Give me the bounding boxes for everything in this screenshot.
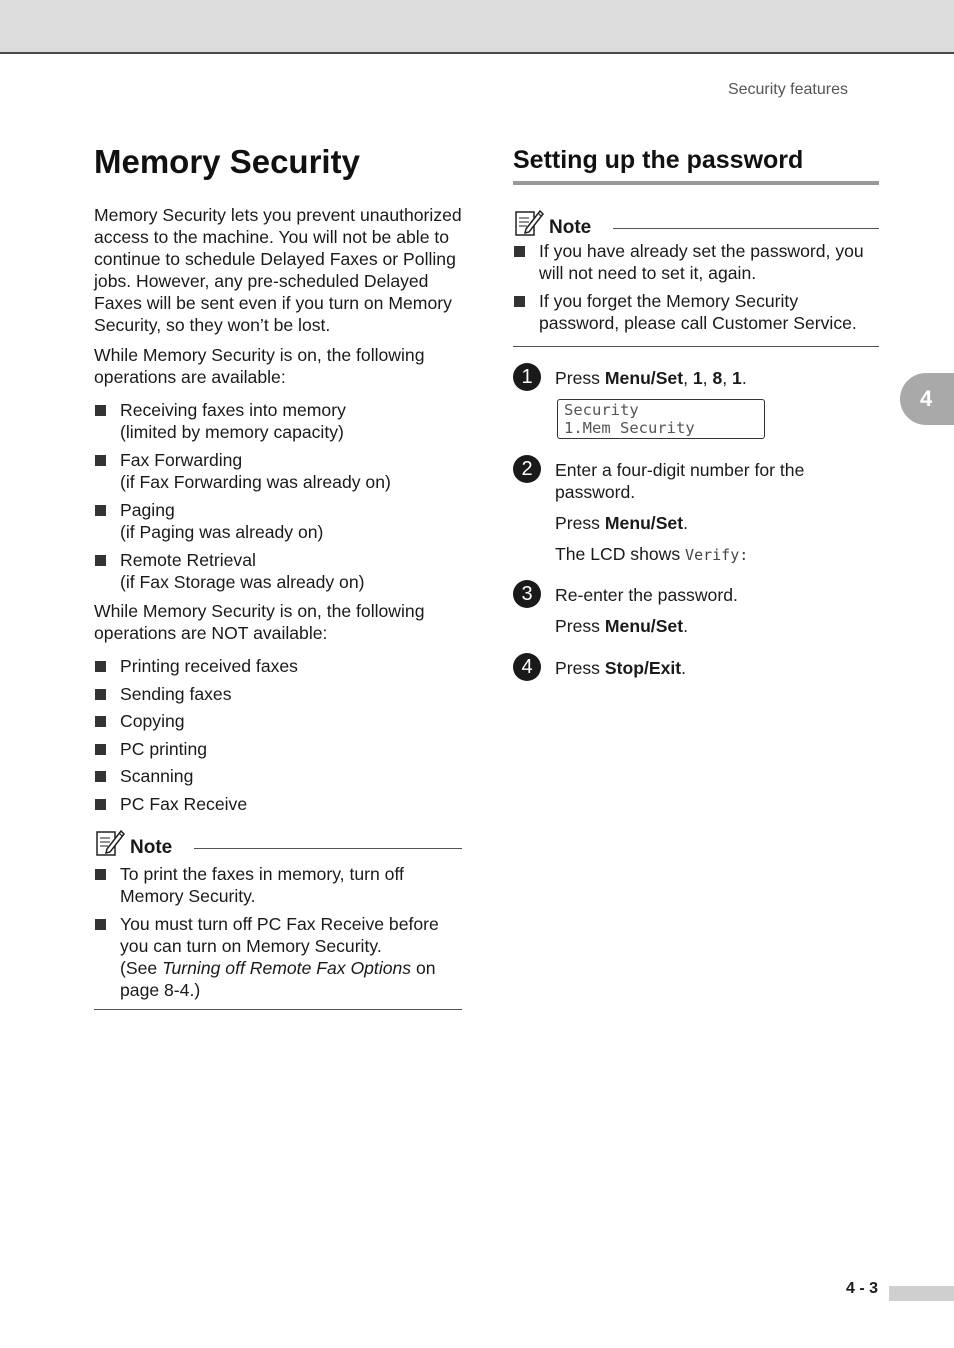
list-item: Copying [94,710,462,732]
list-item: Sending faxes [94,683,462,705]
bullet-square-icon [95,455,106,466]
key-menu-set: Menu/Set [604,368,684,388]
chapter-tab[interactable]: 4 [900,373,954,425]
not-available-list [94,655,462,815]
list-item: PC Fax Receive [94,793,462,815]
step-4 [513,657,879,679]
bullet-square-icon [95,744,106,755]
right-column [513,205,879,688]
step-instruction: Press Menu/Set. [555,513,688,533]
bullet-square-icon [95,799,106,810]
available-intro: While Memory Security is on, the following operations are available: [94,345,425,387]
bullet-square-icon [95,555,106,566]
key-menu-set: Menu/Set [604,513,684,533]
list-item: Printing received faxes [94,655,462,677]
note-header [94,825,462,859]
step-instruction: Press Stop/Exit. [555,658,687,678]
list-item: Remote Retrieval (if Fax Storage was already on) [94,549,462,593]
step-number-icon: 3 [513,580,541,608]
note-rule [613,228,879,229]
bullet-square-icon [95,689,106,700]
running-head: Security features [727,81,848,98]
list-item: You must turn off PC Fax Receive before you can turn on Memory Security. (See Turning off Remote Fax Options on page 8-4.) [94,913,462,1001]
list-item: Scanning [94,765,462,787]
step-instruction: The LCD shows Verify: [555,544,749,564]
note-list [94,863,462,1001]
list-item: Receiving faxes into memory (limited by memory capacity) [94,399,462,443]
bullet-square-icon [95,869,106,880]
step-instruction: Enter a four-digit number for the password. [555,460,805,502]
note-box [513,205,879,347]
step-number-icon: 2 [513,455,541,483]
intro-paragraph: Memory Security lets you prevent unauthorized access to the machine. You will not be able to continue to schedule Delayed Faxes or Polling jobs. However, any pre-scheduled Delayed Faxes will be sent even if you turn on Memory Security, so they won’t be lost. [94,205,462,335]
lcd-line-1: Security [564,401,639,419]
step-instruction: Press Menu/Set. [555,616,688,636]
step-instruction: Re-enter the password. [555,585,738,605]
note-end-rule [513,346,879,347]
step-1 [513,367,879,439]
cross-reference[interactable]: Turning off Remote Fax Options [162,957,412,978]
note-label: Note [549,217,592,238]
top-banner [0,0,954,54]
list-item: Paging (if Paging was already on) [94,499,462,543]
bullet-square-icon [95,505,106,516]
bullet-square-icon [95,716,106,727]
key-stop-exit: Stop/Exit [604,658,682,678]
note-list [513,240,879,334]
step-number-icon: 1 [513,363,541,391]
page-number: 4 - 3 [846,1280,879,1297]
lcd-line-2: 1.Mem Security [564,419,695,437]
bullet-square-icon [514,296,525,307]
lcd-display [557,399,765,439]
note-end-rule [94,1009,462,1010]
lcd-value: Verify: [685,546,749,564]
note-header [513,205,879,239]
note-rule [194,848,462,849]
page-title: Memory Security [94,143,360,180]
list-item: Fax Forwarding (if Fax Forwarding was already on) [94,449,462,493]
list-item: If you forget the Memory Security password, please call Customer Service. [513,290,879,334]
left-column [94,204,462,1010]
bullet-square-icon [95,405,106,416]
step-3 [513,584,879,637]
available-list [94,399,462,593]
step-instruction: Press Menu/Set, 1, 8, 1. [555,368,747,388]
footer-bar [889,1286,954,1301]
bullet-square-icon [514,246,525,257]
note-pencil-icon [94,827,126,859]
list-item: PC printing [94,738,462,760]
note-pencil-icon [513,207,545,239]
bullet-square-icon [95,919,106,930]
step-number-icon: 4 [513,653,541,681]
bullet-square-icon [95,661,106,672]
section-title: Setting up the password [513,146,879,185]
not-available-intro: While Memory Security is on, the following operations are NOT available: [94,601,425,643]
note-box [94,825,462,1010]
key-menu-set: Menu/Set [604,616,684,636]
list-item: If you have already set the password, you will not need to set it, again. [513,240,879,284]
note-label: Note [130,836,173,858]
step-2 [513,459,879,566]
list-item: To print the faxes in memory, turn off Memory Security. [94,863,462,907]
bullet-square-icon [95,771,106,782]
